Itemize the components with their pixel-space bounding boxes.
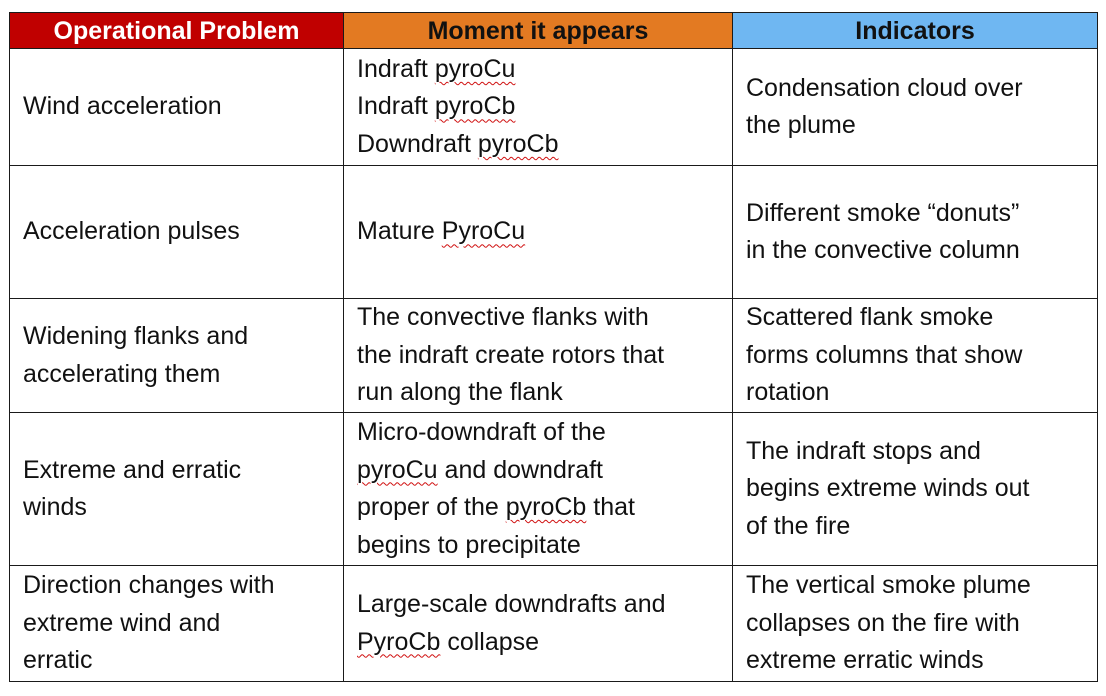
indicator-line: Different smoke “donuts”	[746, 198, 1020, 227]
problem-text: winds	[23, 493, 87, 521]
table-row	[10, 566, 1098, 682]
problem-text: Direction changes with	[23, 571, 275, 600]
header-row	[10, 13, 1098, 49]
problem-text: accelerating them	[23, 359, 221, 388]
moment-term: pyroCb	[434, 92, 516, 121]
indicator-line: The vertical smoke plume	[746, 571, 1031, 600]
moment-text: proper of the	[357, 493, 506, 521]
indicator-line: in the convective column	[746, 236, 1020, 264]
problem-cell	[10, 299, 344, 413]
moment-line	[357, 489, 719, 527]
moment-term: pyroCb	[505, 493, 587, 521]
table-row	[10, 166, 1098, 299]
moment-term: pyroCb	[477, 129, 559, 158]
table-row	[10, 299, 1098, 413]
moment-line	[357, 126, 719, 164]
indicator-line: begins extreme winds out	[746, 474, 1030, 503]
moment-line: The convective flanks with	[357, 303, 649, 332]
moment-line	[357, 624, 719, 662]
problem-text: Extreme and erratic	[23, 455, 242, 484]
moment-text: Indraft	[357, 54, 435, 83]
indicators-cell	[733, 413, 1098, 566]
moment-text: Downdraft	[357, 129, 478, 158]
problem-cell	[10, 166, 344, 299]
indicator-line: rotation	[746, 378, 830, 407]
moment-line: the indraft create rotors that	[357, 340, 665, 369]
problem-text: Acceleration pulses	[23, 217, 240, 246]
moment-cell	[344, 166, 733, 299]
moment-cell	[344, 299, 733, 413]
indicators-cell	[733, 566, 1098, 682]
indicators-cell	[733, 166, 1098, 299]
table-row	[10, 49, 1098, 166]
indicator-line: Scattered flank smoke	[746, 303, 994, 332]
moment-line: Large-scale downdrafts and	[357, 590, 666, 618]
moment-cell	[344, 413, 733, 566]
indicator-line: the plume	[746, 111, 856, 139]
indicator-line: Condensation cloud over	[746, 73, 1023, 102]
indicator-line: The indraft stops and	[746, 436, 981, 465]
header-operational-problem: Operational Problem	[10, 13, 344, 49]
problem-cell	[10, 49, 344, 166]
problem-text: erratic	[23, 646, 93, 675]
moment-cell	[344, 566, 733, 682]
problem-cell	[10, 566, 344, 682]
problem-cell	[10, 413, 344, 566]
indicator-line: extreme erratic winds	[746, 646, 984, 675]
indicators-cell	[733, 49, 1098, 166]
moment-line: Micro-downdraft of the	[357, 418, 606, 446]
problem-text: extreme wind and	[23, 608, 221, 637]
moment-term: PyroCu	[441, 217, 526, 246]
problem-text: Wind acceleration	[23, 92, 222, 121]
moment-line	[357, 88, 719, 126]
table-row	[10, 413, 1098, 566]
indicator-line: collapses on the fire with	[746, 608, 1020, 637]
indicators-cell	[733, 299, 1098, 413]
moment-term: pyroCu	[357, 455, 438, 484]
moment-text: and downdraft	[437, 455, 603, 484]
header-indicators: Indicators	[733, 13, 1098, 49]
moment-line	[357, 452, 719, 490]
moment-text: Indraft	[357, 92, 435, 121]
moment-text: Mature	[357, 217, 442, 246]
operational-problems-table	[9, 12, 1098, 682]
problem-text: Widening flanks and	[23, 322, 249, 350]
moment-line: run along the flank	[357, 378, 563, 407]
moment-cell	[344, 49, 733, 166]
indicator-line: forms columns that show	[746, 340, 1023, 369]
moment-term: PyroCb	[357, 627, 441, 656]
indicator-line: of the fire	[746, 511, 851, 540]
moment-line	[357, 213, 719, 251]
moment-line: begins to precipitate	[357, 530, 581, 559]
moment-text: that	[586, 493, 635, 521]
header-moment-it-appears: Moment it appears	[344, 13, 733, 49]
moment-text: collapse	[440, 627, 540, 656]
moment-line	[357, 51, 719, 89]
moment-term: pyroCu	[434, 54, 516, 83]
